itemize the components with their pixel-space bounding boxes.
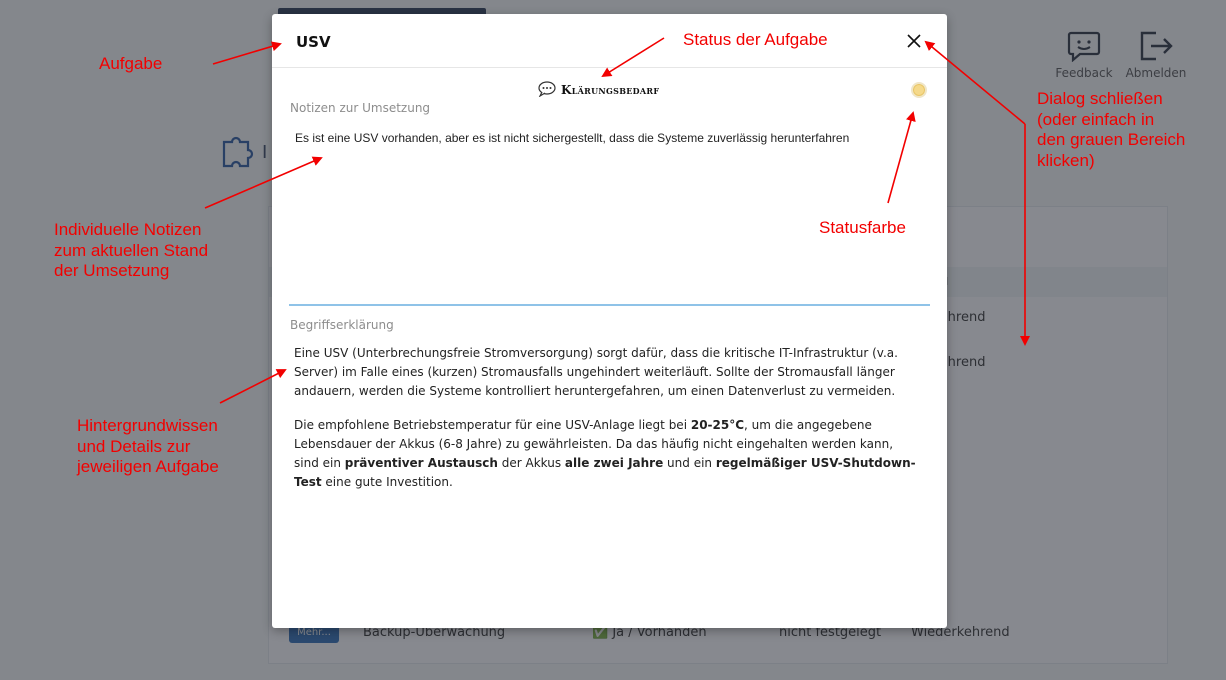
definition-paragraph-2 <box>294 416 919 492</box>
status-row <box>272 80 947 102</box>
annotation-line: Individuelle Notizen <box>54 220 202 239</box>
definition-text <box>294 344 919 507</box>
speech-bubble-icon <box>538 81 556 97</box>
text-segment: und ein <box>663 456 716 470</box>
annotation-line: Dialog schließen <box>1037 89 1163 108</box>
definition-paragraph-1: Eine USV (Unterbrechungsfreie Stromversorgung) sorgt dafür, dass die kritische IT-Infrastruktur (v.a. Server) im Falle eines (kurzen) Stromausfalls ungehindert weiterläuft. Sollte der Stromausfall länger andauern, werden die Systeme kontrolliert heruntergefahren, um einen Datenverlust zu vermeiden. <box>294 346 898 398</box>
annotation-line: den grauen Bereich <box>1037 130 1186 149</box>
status-label: Klärungsbedarf <box>561 83 660 97</box>
notes-text: Es ist eine USV vorhanden, aber es ist nicht sichergestellt, dass die Systeme zuverlässig herunterfahren <box>295 131 850 145</box>
annotation-status: Status der Aufgabe <box>683 30 828 49</box>
annotation-line: Hintergrundwissen <box>77 416 218 435</box>
text-bold: regelmäßiger USV-Shutdown-Test <box>294 456 916 489</box>
task-dialog <box>272 14 947 628</box>
text-bold: 20-25°C <box>690 418 745 432</box>
annotation-notizen <box>54 220 208 282</box>
annotation-line: jeweiligen Aufgabe <box>77 457 219 476</box>
text-segment: , um die angegebene Lebensdauer der Akkus (6-8 Jahre) zu gewährleisten. Da das häufig nicht eingehalten werden kann, sind ein <box>294 418 894 470</box>
notes-label: Notizen zur Umsetzung <box>290 101 431 115</box>
dialog-title: USV <box>296 33 331 51</box>
annotation-hintergrund <box>77 416 219 478</box>
status-color-indicator <box>911 82 927 98</box>
dialog-header <box>272 14 947 68</box>
annotation-line: klicken) <box>1037 150 1095 170</box>
text-segment: eine gute Investition. <box>321 475 453 489</box>
text-segment: Die empfohlene Betriebstemperatur für eine USV-Anlage liegt bei <box>294 418 691 432</box>
close-icon[interactable] <box>904 31 924 51</box>
annotation-line: zum aktuellen Stand <box>54 240 209 260</box>
annotation-statusfarbe: Statusfarbe <box>819 218 906 237</box>
definition-label: Begriffserklärung <box>290 318 394 332</box>
annotation-aufgabe: Aufgabe <box>99 54 163 73</box>
notes-textarea[interactable] <box>289 124 930 306</box>
annotation-line: und Details zur <box>77 436 191 456</box>
text-segment: der Akkus <box>497 456 565 470</box>
annotation-line: (oder einfach in <box>1037 109 1155 129</box>
text-bold: präventiver Austausch <box>344 456 498 470</box>
text-bold: alle zwei Jahre <box>564 456 664 470</box>
annotation-close <box>1037 89 1185 171</box>
annotation-line: der Umsetzung <box>54 261 170 280</box>
